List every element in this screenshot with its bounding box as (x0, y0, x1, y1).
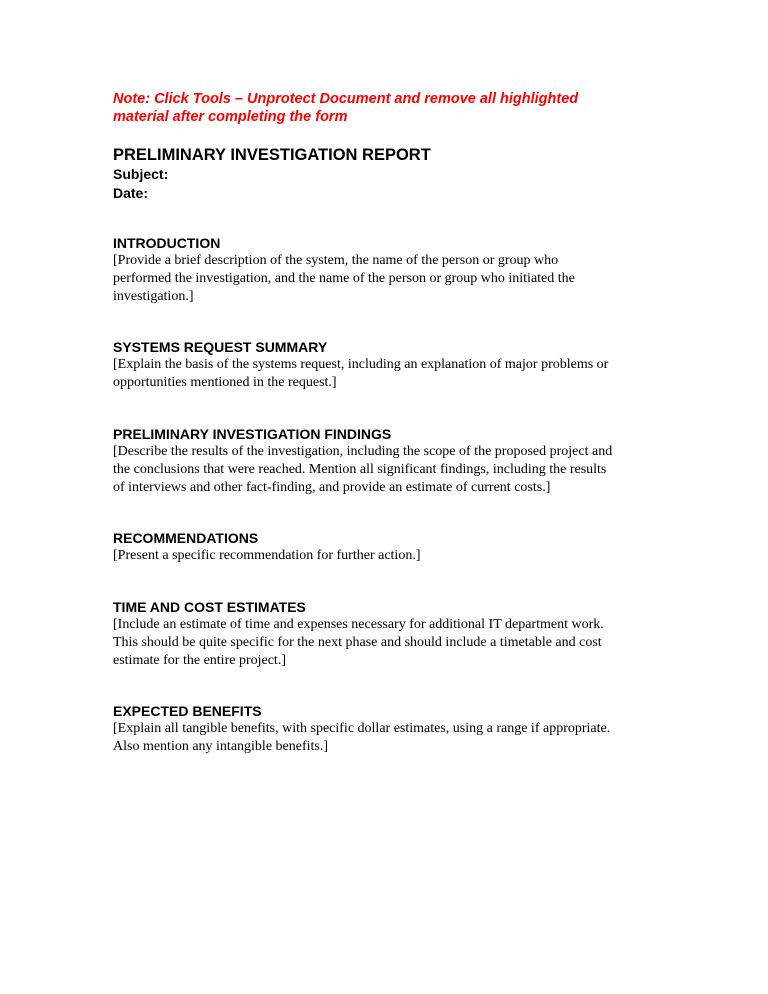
section-systems-request-summary (113, 338, 658, 392)
body-line: [Provide a brief description of the system, the name of the person or group who (113, 253, 559, 268)
body-line: estimate for the entire project.] (113, 653, 286, 668)
body-line: [Include an estimate of time and expenses necessary for additional IT department work. (113, 617, 604, 632)
section-expected-benefits (113, 702, 658, 756)
body-line: performed the investigation, and the name of the person or group who initiated the (113, 271, 575, 286)
section-body (113, 356, 658, 392)
date-label: Date: (113, 185, 149, 201)
section-body (113, 252, 658, 306)
body-line: the conclusions that were reached. Mention all significant findings, including the results (113, 462, 607, 477)
instruction-note (113, 90, 673, 126)
section-recommendations (113, 529, 658, 565)
note-line: material after completing the form (113, 109, 348, 125)
section-heading: EXPECTED BENEFITS (113, 703, 262, 719)
body-line: investigation.] (113, 289, 194, 304)
body-line: Also mention any intangible benefits.] (113, 739, 329, 754)
section-introduction (113, 234, 658, 306)
body-line: of interviews and other fact-finding, and provide an estimate of current costs.] (113, 480, 551, 495)
section-body (113, 547, 658, 565)
section-body (113, 720, 658, 756)
body-line: [Explain all tangible benefits, with specific dollar estimates, using a range if appropriate. (113, 721, 611, 736)
section-findings (113, 425, 658, 497)
body-line: [Present a specific recommendation for further action.] (113, 548, 421, 563)
section-heading: RECOMMENDATIONS (113, 530, 259, 546)
section-heading: SYSTEMS REQUEST SUMMARY (113, 339, 328, 355)
subject-label: Subject: (113, 166, 169, 182)
body-line: [Describe the results of the investigation, including the scope of the proposed project and (113, 444, 613, 459)
section-body (113, 616, 658, 670)
section-body (113, 443, 658, 497)
body-line: This should be quite specific for the next phase and should include a timetable and cost (113, 635, 602, 650)
report-title: PRELIMINARY INVESTIGATION REPORT (113, 146, 431, 164)
section-time-and-cost-estimates (113, 598, 658, 670)
body-line: opportunities mentioned in the request.] (113, 375, 337, 390)
body-line: [Explain the basis of the systems request, including an explanation of major problems or (113, 357, 609, 372)
note-line: Note: Click Tools – Unprotect Document and remove all highlighted (113, 91, 579, 107)
section-heading: TIME AND COST ESTIMATES (113, 599, 306, 615)
section-heading: PRELIMINARY INVESTIGATION FINDINGS (113, 426, 392, 442)
section-heading: INTRODUCTION (113, 235, 221, 251)
